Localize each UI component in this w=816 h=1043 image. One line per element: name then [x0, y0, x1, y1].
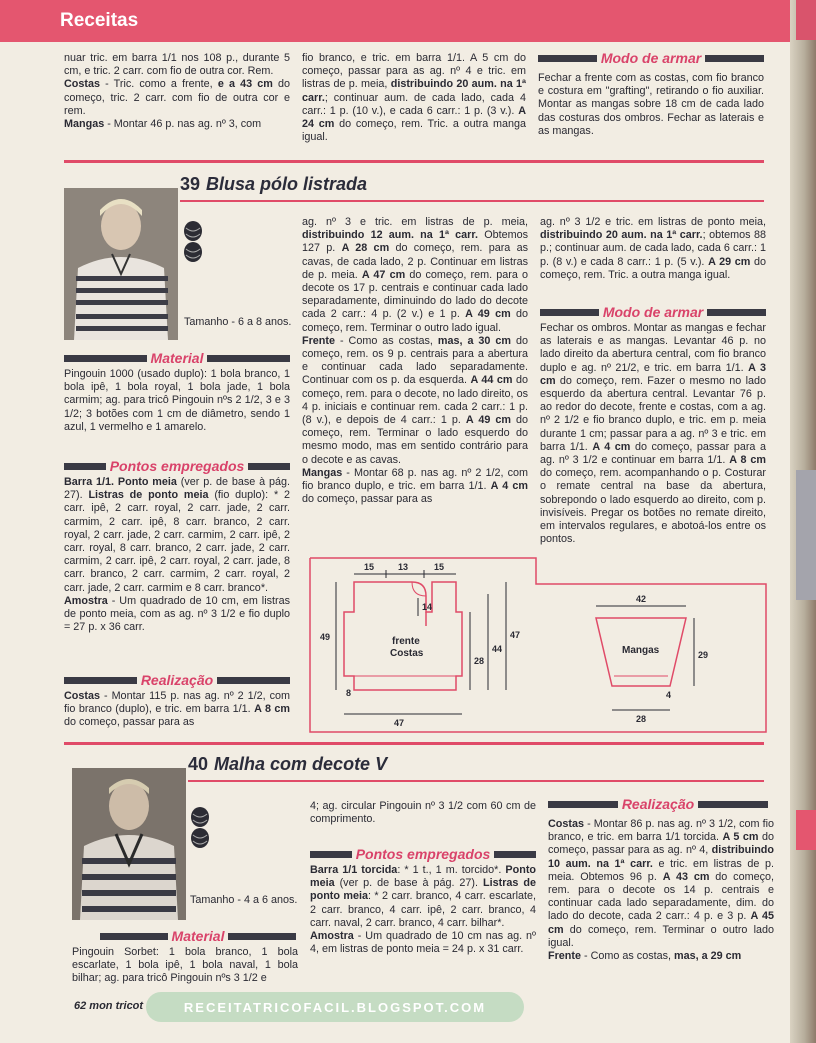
dim-29: 29	[698, 650, 709, 660]
s40-title: 40 Malha com decote V	[188, 754, 388, 774]
dim-4: 4	[666, 690, 672, 700]
s40-frente: Frente - Como as costas, mas, a 29 cm	[548, 950, 742, 963]
dim-15a: 15	[364, 562, 375, 572]
dim-42: 42	[636, 594, 647, 604]
dim-14: 14	[422, 602, 433, 612]
s40-material-heading: Material	[100, 928, 296, 944]
dim-15b: 15	[434, 562, 445, 572]
s40-material-cont: 4; ag. circular Pingouin nº 3 1/2 com 60 cm de comprimento.	[310, 800, 536, 826]
s39-pontos-heading: Pontos empregados	[64, 458, 290, 474]
s39-modo-text: Fechar os ombros. Montar as mangas e fechar as laterais e as mangas. Levantar 46 p. no lado direito da abertura central, com fio branco duplo e ag. nº 21/2, e tric. em barra 1/1. A 3 cm do começo, rem. Fazer o mesmo no lado esquerdo da abertura central. Levantar 76 p. ao redor do decote, frente e costas, com a ag. nº 2 1/2 e fio branco duplo, e tric. em p. meia durante 1 cm; passar para a ag. nº 3 e tric. em barra 1/1. A 4 cm do começo, passar para a ag. nº 3 1/2 e continuar em barra 1/1. A 8 cm do começo, rem. acompanhando o p. Costurar o remate central na base da abertura, sobrepondo o lado esquerdo ao direito, com p. invisíveis. Pregar os botões no remate direito, em intervalos regulares, e abotoá-los entre os pontos.	[540, 322, 767, 546]
s39-col-2	[302, 216, 528, 506]
s39-col-3	[540, 216, 766, 282]
s39-title-rule	[180, 200, 764, 202]
top-modo-text: Fechar a frente com as costas, com fio branco e costura em "grafting", retirando o fio auxiliar. Montar as mangas sobre 18 cm de cada lado das costuras dos ombros. Fechar as laterais e as mangas.	[538, 72, 764, 137]
yarn-ball-icon	[183, 220, 203, 264]
s40-costas: Costas - Montar 86 p. nas ag. nº 3 1/2, com fio branco, e tric. em barra 1/1 torcida. A 5 cm do começo, passar para as ag. nº 4, distribuindo 10 aum. na 1ª carr. e tric. em listras de p. meia. Obtemos 96 p. A 43 cm do começo, rem. para o decote os 14 p. centrais e continuar cada lado separadamente, dim. do lado do decote, cada 2 carr.: 4 p. e 3 p. A 45 cm do começo, rem. Terminar o outro lado igual.	[548, 818, 774, 949]
blog-url-watermark[interactable]: RECEITATRICOFACIL.BLOGSPOT.COM	[146, 992, 524, 1022]
top-col-1	[64, 52, 290, 131]
s40-title-rule	[188, 780, 764, 782]
dim-44: 44	[492, 644, 503, 654]
page-spine	[790, 0, 816, 1043]
dim-8: 8	[346, 688, 352, 698]
dim-28: 28	[474, 656, 485, 666]
s39-modo-heading: Modo de armar	[540, 304, 766, 320]
s40-pontos-text: Barra 1/1 torcida: * 1 t., 1 m. torcido*. Ponto meia (ver p. de base à pág. 27). Listras de ponto meia: * 2 carr. branco, 4 carr. escarlate, 2 carr. branco, 4 carr. ipê, 2 carr. branco, 4 carr. naval, 2 carr. branco, 4 carr. bilhar*.	[310, 864, 537, 929]
dim-49: 49	[320, 632, 331, 642]
s40-amostra: Amostra - Um quadrado de 10 cm nas ag. nº 4, em listras de ponto meia = 24 p. x 31 carr.	[310, 930, 536, 956]
piece-mangas-label: Mangas	[622, 645, 660, 656]
s40-material-text: Pingouin Sorbet: 1 bola branco, 1 bola escarlate, 1 bola ipê, 1 bola naval, 1 bola bilhar; ag. para tricô Pingouin nºs 3 1/2 e	[72, 946, 298, 985]
s39-frente: Frente - Como as costas, mas, a 30 cm do começo, rem. os 9 p. centrais para a abertura e continuar cada lado separadamente. Continuar com os p. da esquerda. A 44 cm do começo, rem. para o decote, no lado direito, os 4 p. iniciais e continuar rem. cada 2 carr.: 1 p. (8 v.), e depois de 4 carr.: 1 p. A 49 cm do começo, rem. Terminar o lado esquerdo do mesmo modo, mas em sentido contrário para o decote e as cavas.	[302, 334, 529, 466]
dim-47-bottom: 47	[394, 718, 405, 728]
s39-mangas: Mangas - Montar 68 p. nas ag. nº 2 1/2, com fio branco duplo, e tric. em barra 1/1. A 4 cm do começo, passar para as	[302, 466, 528, 506]
dim-28-sleeve: 28	[636, 714, 647, 724]
s40-col-2-top	[310, 800, 536, 826]
top-col-2	[302, 52, 526, 144]
s39-material-heading: Material	[64, 350, 290, 366]
s39-material-text: Pingouin 1000 (usado duplo): 1 bola branco, 1 bola ipê, 1 bola royal, 1 bola jade, 1 bola carmim; ag. para tricô Pingouin nºs 2 1/2, 3 e 3 1/2; 3 botões com 1 cm de diâmetro, sendo 1 azul, 1 vermelho e 1 amarelo.	[64, 368, 290, 433]
top-text-1: nuar tric. em barra 1/1 nos 108 p., durante 5 cm, e tric. 2 carr. com fio de outra cor. Rem.	[64, 52, 290, 78]
dim-47-right: 47	[510, 630, 521, 640]
top-mangas-cont: fio branco, e tric. em barra 1/1. A 5 cm do começo, passar para as ag. nº 4 e tric. em listras de p. meia, distribuindo 20 aum. na 1ª carr.; continuar aum. de cada lado, cada 4 carr.: 1 p. (10 v.), e cada 6 carr.: 1 p. (3 v.). A 24 cm do começo, rem. Tric. a outra manga igual.	[302, 52, 527, 144]
s40-realizacao	[548, 818, 774, 963]
s39-material	[64, 368, 290, 434]
piece-costas-label: Costas	[390, 648, 424, 659]
s39-photo	[64, 188, 178, 340]
top-col-3	[538, 72, 764, 138]
s39-realizacao	[64, 690, 290, 730]
s39-title: 39 Blusa pólo listrada	[180, 174, 368, 194]
piece-frente-label: frente	[392, 636, 420, 647]
s39-realizacao-heading: Realização	[64, 672, 290, 688]
s39-pattern-diagram	[308, 556, 768, 734]
top-modo-heading: Modo de armar	[538, 50, 764, 66]
s39-amostra: Amostra - Um quadrado de 10 cm, em listras de ponto meia, com as ag. nº 3 1/2 e fio duplo = 27 p. x 36 carr.	[64, 594, 290, 634]
yarn-ball-icon-2	[190, 806, 210, 850]
s39-mangas-cont: ag. nº 3 1/2 e tric. em listras de ponto meia, distribuindo 20 aum. na 1ª carr.; obtemos 88 p.; continuar aum. de cada lado, cada 6 carr.: 1 p. (8 v.) e cada 8 carr.: 1 p. (5 v.). A 29 cm do começo, rem. Tric. a outra manga igual.	[540, 216, 767, 281]
s40-realizacao-heading: Realização	[548, 796, 768, 812]
s39-pontos-text: Barra 1/1. Ponto meia (ver p. de base à pág. 27). Listras de ponto meia (fio duplo): * 2 carr. ipê, 2 carr. royal, 2 carr. jade, 2 carr. carmim, 2 carr. ipê, 8 carr. branco, 2 carr. royal, 2 carr. jade, 2 carr. carmim, 2 carr. ipê, 2 carr. royal, 8 carr. branco, 2 carr. jade, 2 carr. carmim, 2 carr. ipê, 2 carr. royal, 2 carr. jade, 8 carr. branco, 2 carr. carmim, 2 carr. royal, 2 carr. jade, 2 carr. carmim e 8 carr. branco*.	[64, 476, 291, 594]
s39-costas-cont: ag. nº 3 e tric. em listras de p. meia, distribuindo 12 aum. na 1ª carr. Obtemos 127 p. A 28 cm do começo, rem. para as cavas, de cada lado, 2 p. Continuar em listras de p. meia. A 47 cm do começo, rem. para o decote os 17 p. centrais e continuar cada lado separadamente, diminuindo do lado do decote cada 2 carr.: 4 p. (2 v.) e 1 p. A 49 cm do começo, rem. Terminar o outro lado igual.	[302, 216, 529, 334]
s40-size: Tamanho - 4 a 6 anos.	[190, 894, 298, 906]
divider-top	[64, 160, 764, 163]
top-costas: Costas - Tric. como a frente, e a 43 cm do começo, tric. 2 carr. com fio de outra cor e rem.	[64, 78, 291, 117]
s40-photo	[72, 768, 186, 920]
s39-modo	[540, 322, 766, 546]
page-number: 62 mon tricot	[74, 1000, 144, 1012]
top-mangas: Mangas - Montar 46 p. nas ag. nº 3, com	[64, 118, 262, 131]
divider-middle	[64, 742, 764, 745]
section-title: Receitas	[60, 10, 139, 31]
s40-pontos	[310, 864, 536, 956]
page-header	[0, 0, 790, 42]
s39-size: Tamanho - 6 a 8 anos.	[184, 316, 292, 328]
s39-pontos	[64, 476, 290, 634]
dim-13: 13	[398, 562, 409, 572]
s39-realizacao-text: Costas - Montar 115 p. nas ag. nº 2 1/2, com fio branco (duplo), e tric. em barra 1/1. A 8 cm do começo, passar para as	[64, 690, 290, 729]
s40-pontos-heading: Pontos empregados	[310, 846, 536, 862]
s40-material	[72, 946, 298, 986]
